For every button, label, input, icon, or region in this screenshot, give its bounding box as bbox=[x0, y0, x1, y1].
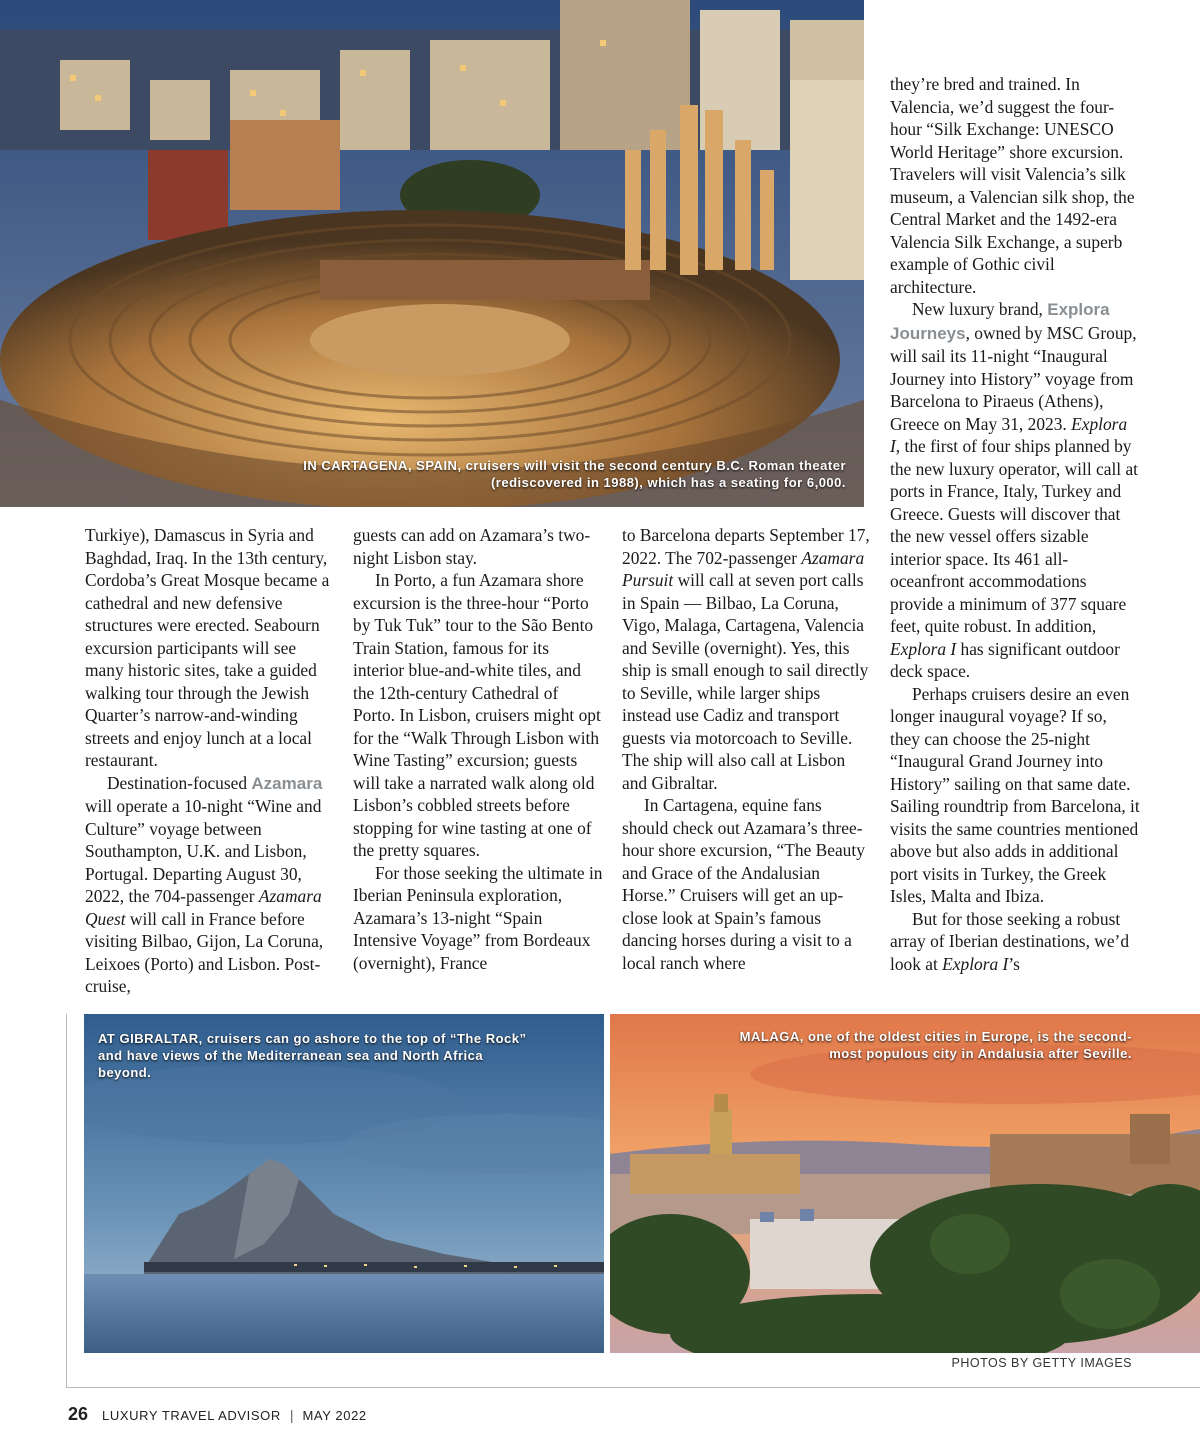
brand-name-explora: Explora Journeys bbox=[890, 300, 1110, 343]
article-column-3 bbox=[622, 524, 872, 974]
footer-separator: | bbox=[289, 1407, 294, 1423]
paragraph: In Cartagena, equine fans should check out Azamara’s three-hour shore excursion, “The Beauty and Grace of the Andalusian Horse.” Cruisers will get an up-close look at Spain’s famous dancing horses during a visit to a local ranch where bbox=[622, 795, 865, 973]
ship-name: Azamara Quest bbox=[85, 886, 322, 929]
caption-text: cruisers will visit the second century B.C. Roman theater bbox=[461, 458, 846, 473]
caption-lead: MALAGA, bbox=[739, 1029, 804, 1044]
article-column-1 bbox=[85, 524, 335, 998]
photo-gibraltar bbox=[84, 1014, 604, 1353]
paragraph: Perhaps cruisers desire an even longer inaugural voyage? If so, they can choose the 25-night “Inaugural Grand Journey into History” sailing on that same date. Sailing roundtrip from Barcelona, it visits the same countries mentioned above but also adds in additional port visits in Turkey, the Greek Isles, Malta and Ibiza. bbox=[890, 683, 1140, 906]
page-number: 26 bbox=[68, 1404, 89, 1424]
page-frame-rule bbox=[66, 1387, 1200, 1388]
ship-name: Explora I bbox=[890, 638, 957, 659]
page-footer bbox=[68, 1404, 367, 1425]
photo-caption-cartagena bbox=[246, 457, 846, 491]
caption-text: cruisers can go ashore to the top of “The Rock” and have views of the Mediterranean sea and North Africa beyond. bbox=[98, 1031, 527, 1080]
article-column-4 bbox=[890, 73, 1140, 975]
caption-lead: AT GIBRALTAR, bbox=[98, 1031, 203, 1046]
publication-name: LUXURY TRAVEL ADVISOR bbox=[102, 1408, 281, 1423]
paragraph: But for those seeking a robust array of Iberian destinations, we’d look at Explora I’s bbox=[890, 908, 1130, 974]
ship-name: Explora I bbox=[942, 953, 1009, 974]
paragraph: they’re bred and trained. In Valencia, we’d suggest the four-hour “Silk Exchange: UNESCO World Heritage” shore excursion. Travelers will visit Valencia’s silk museum, a Valencian silk shop, the Central Market and the 1492-era Valencia Silk Exchange, a superb example of Gothic civil architecture. bbox=[890, 74, 1135, 297]
caption-text-line2: (rediscovered in 1988), which has a seating for 6,000. bbox=[490, 475, 846, 490]
page-frame-rule bbox=[66, 1014, 67, 1388]
photo-credit: PHOTOS BY GETTY IMAGES bbox=[951, 1356, 1132, 1370]
ship-name: Explora I bbox=[890, 413, 1128, 456]
paragraph: to Barcelona departs September 17, 2022. The 702-passenger Azamara Pursuit will call at seven port calls in Spain — Bilbao, La Coruna, Vigo, Malaga, Cartagena, Valencia and Seville (overnight). Yes, this ship is small enough to sail directly to Seville, while larger ships instead use Cadiz and transport guests via motorcoach to Seville. The ship will also call at Lisbon and Gibraltar. bbox=[622, 525, 870, 793]
paragraph: Destination-focused Azamara will operate a 10-night “Wine and Culture” voyage between Southampton, U.K. and Lisbon, Portugal. Departing August 30, 2022, the 704-passenger Azamara Quest will call in France before visiting Bilbao, Gijon, La Coruna, Leixoes (Porto) and Lisbon. Post-cruise, bbox=[85, 772, 324, 996]
caption-lead: IN CARTAGENA, SPAIN, bbox=[303, 458, 462, 473]
photo-cartagena-roman-theater bbox=[0, 0, 864, 507]
article-column-2 bbox=[353, 524, 603, 974]
paragraph: New luxury brand, Explora Journeys, owned by MSC Group, will sail its 11-night “Inaugural Journey into History” voyage from Barcelona to Piraeus (Athens), Greece on May 31, 2023. Explora I, the first of four ships planned by the new luxury operator, will call at ports in France, Italy, Turkey and Greece. Guests will discover that the new vessel offers sizable interior space. Its 461 all-oceanfront accommodations provide a minimum of 377 square feet, quite robust. In addition, Explora I has significant outdoor deck space. bbox=[890, 299, 1139, 681]
photo-caption-malaga bbox=[712, 1028, 1132, 1062]
paragraph: guests can add on Azamara’s two-night Lisbon stay. bbox=[353, 525, 591, 568]
paragraph: For those seeking the ultimate in Iberian Peninsula exploration, Azamara’s 13-night “Spain Intensive Voyage” from Bordeaux (overnight), France bbox=[353, 862, 603, 973]
brand-name-azamara: Azamara bbox=[251, 773, 323, 793]
paragraph: Turkiye), Damascus in Syria and Baghdad, Iraq. In the 13th century, Cordoba’s Great Mosque became a cathedral and new defensive structures were erected. Seabourn excursion participants will see many historic sites, take a guided walking tour through the Jewish Quarter’s narrow-and-winding streets and enjoy lunch at a local restaurant. bbox=[85, 525, 330, 770]
caption-text: one of the oldest cities in Europe, is the second-most populous city in Andalusia after Seville. bbox=[803, 1029, 1132, 1061]
issue-date: MAY 2022 bbox=[302, 1408, 367, 1423]
paragraph: In Porto, a fun Azamara shore excursion is the three-hour “Porto by Tuk Tuk” tour to the São Bento Train Station, famous for its interior blue-and-white tiles, and the 12th-century Cathedral of Porto. In Lisbon, cruisers might opt for the “Walk Through Lisbon with Wine Tasting” excursion; guests will take a narrated walk along old Lisbon’s cobbled streets before stopping for wine tasting at one of the pretty squares. bbox=[353, 570, 601, 860]
photo-malaga bbox=[610, 1014, 1200, 1353]
ship-name: Azamara Pursuit bbox=[622, 547, 865, 590]
photo-caption-gibraltar bbox=[98, 1030, 538, 1081]
